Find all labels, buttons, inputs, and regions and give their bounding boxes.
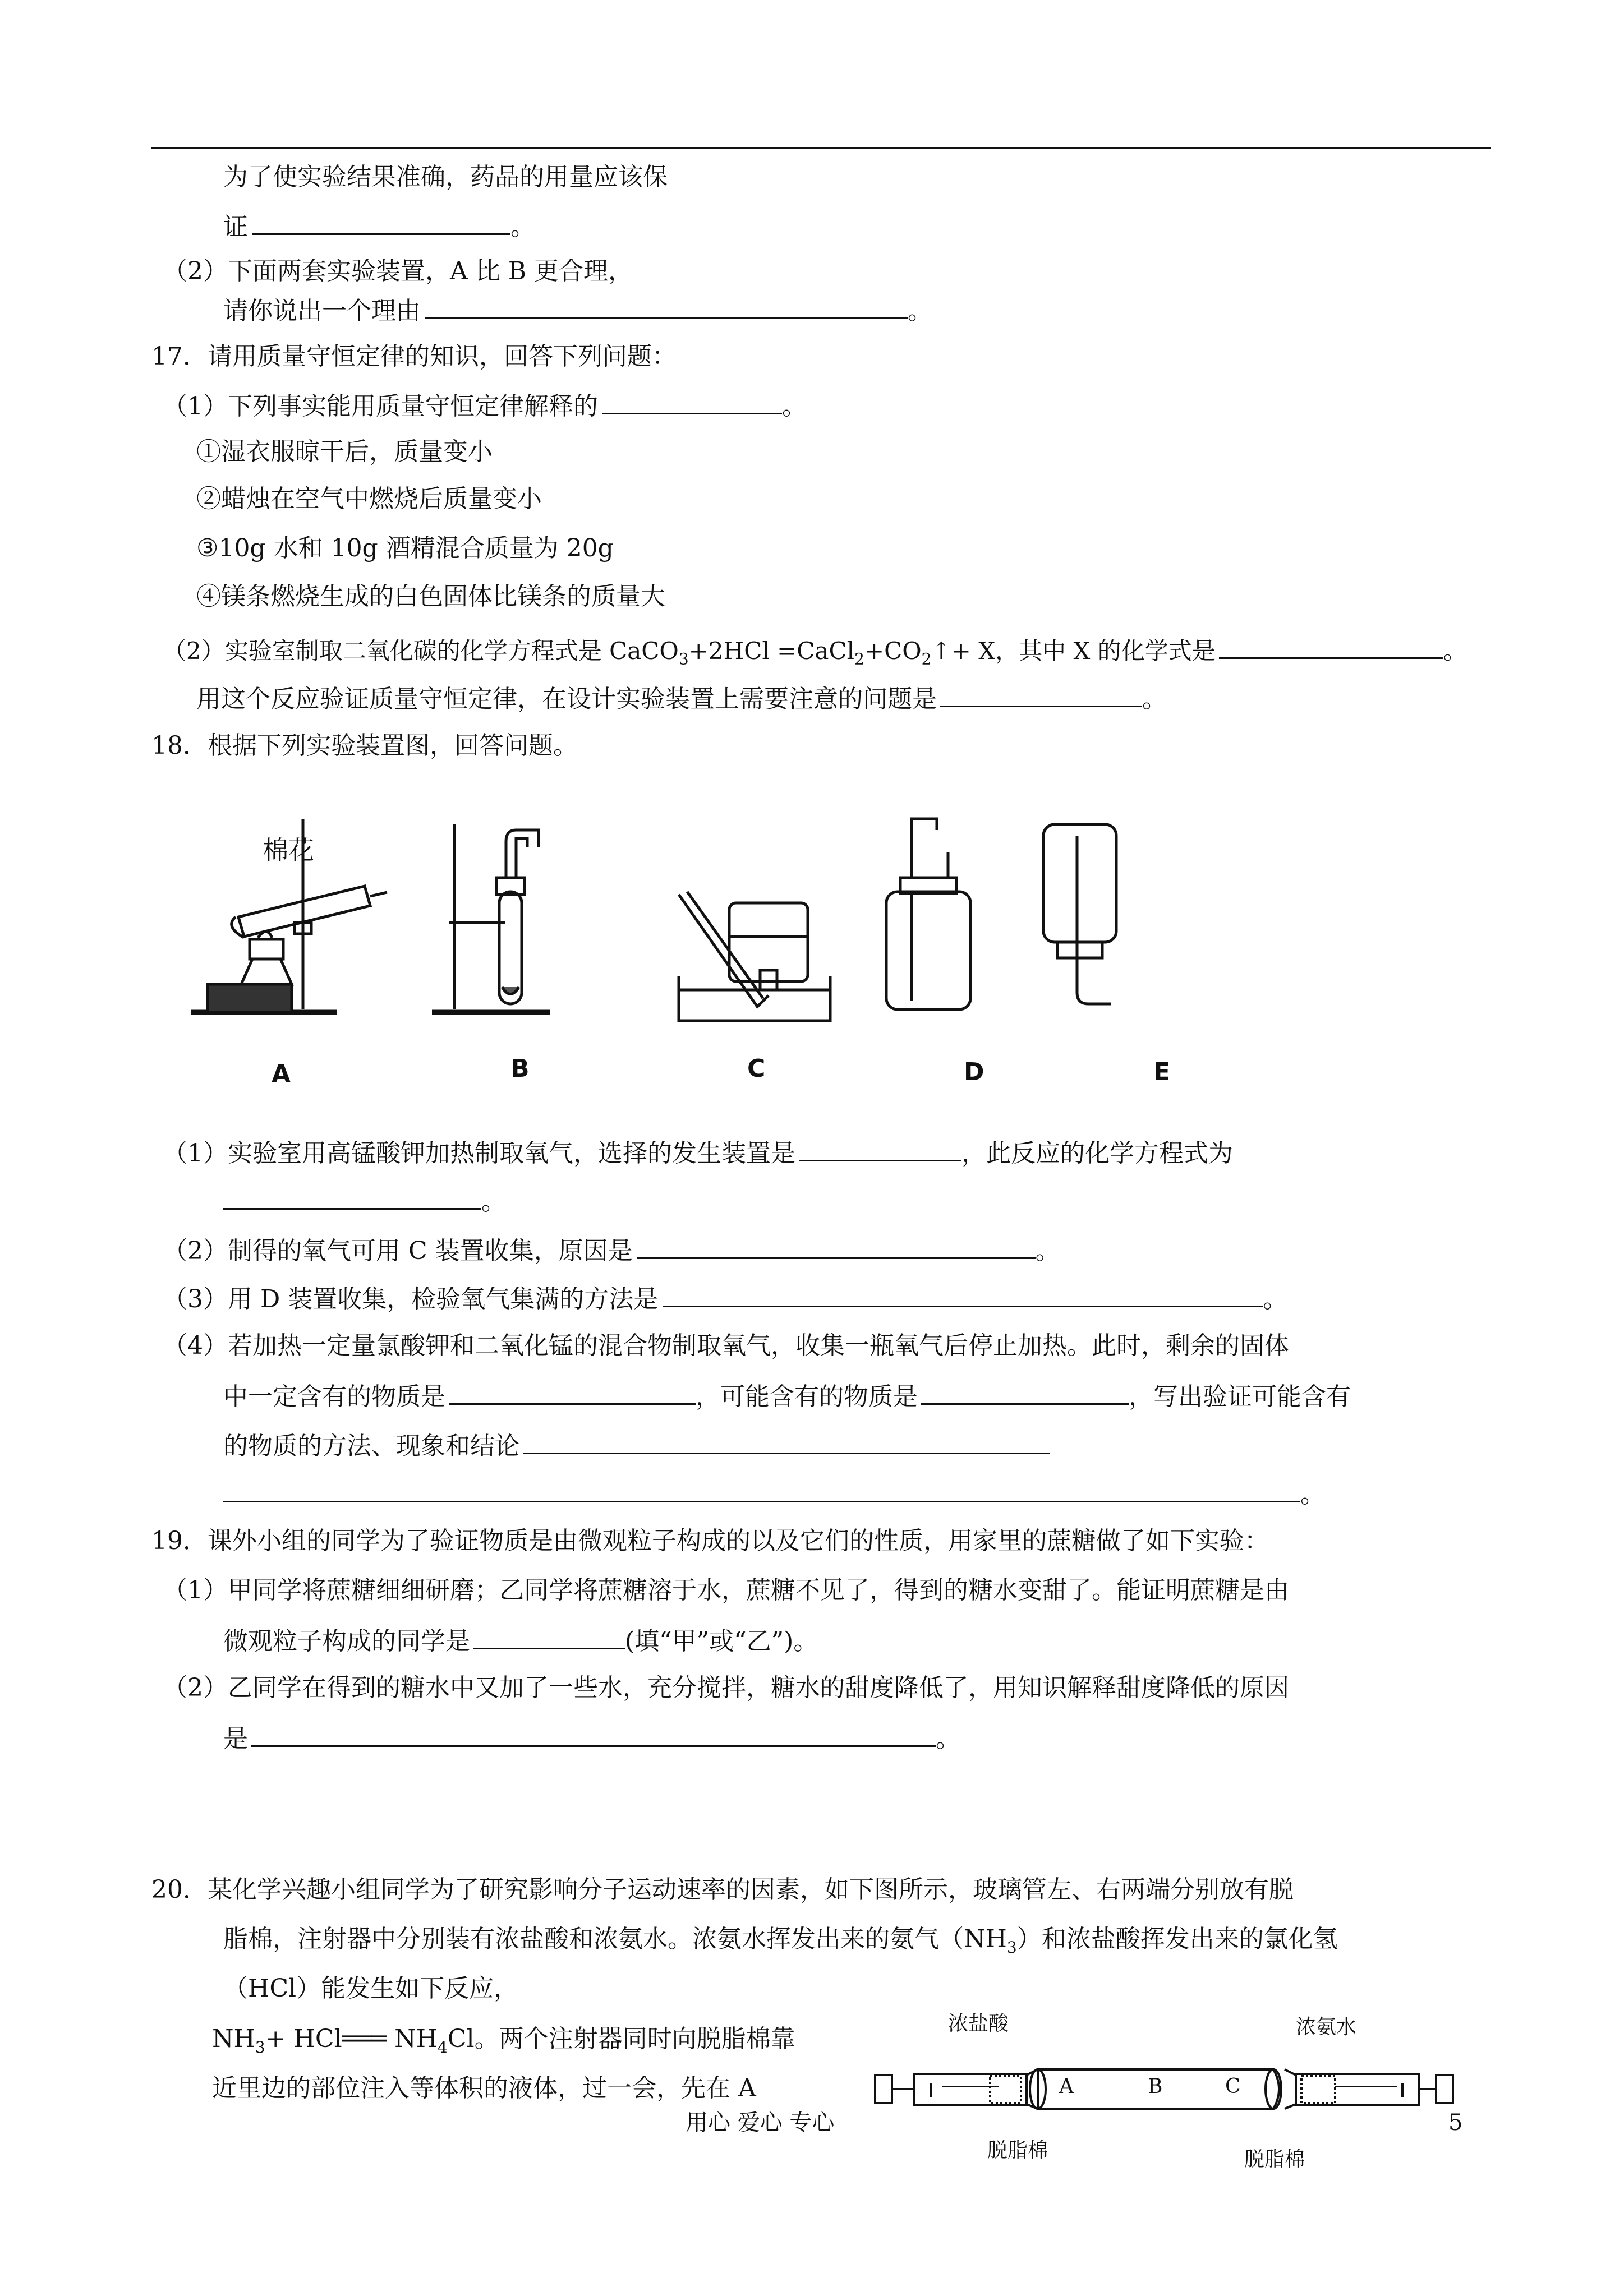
label-d: D bbox=[964, 1058, 984, 1086]
text-line: 为了使实验结果准确，药品的用量应该保 bbox=[223, 163, 668, 191]
option-4: ④镁条燃烧生成的白色固体比镁条的质量大 bbox=[196, 582, 665, 611]
text-line: （3）用 D 装置收集，检验氧气集满的方法是 。 bbox=[163, 1280, 1287, 1316]
ammonia-label: 浓氨水 bbox=[1296, 2016, 1357, 2039]
option-2: ②蜡烛在空气中燃烧后质量变小 bbox=[196, 485, 542, 513]
answer-blank[interactable] bbox=[251, 1719, 936, 1747]
question-19: 19．课外小组的同学为了验证物质是由微观粒子构成的以及它们的性质，用家里的蔗糖做了如下实验： bbox=[151, 1527, 1269, 1555]
answer-blank[interactable] bbox=[940, 680, 1142, 707]
answer-blank[interactable] bbox=[602, 387, 782, 414]
question-20: 20．某化学兴趣小组同学为了研究影响分子运动速率的因素，如下图所示，玻璃管左、右两端分别放有脱 bbox=[151, 1875, 1294, 1904]
text-line: 是 。 bbox=[223, 1719, 960, 1756]
answer-blank[interactable] bbox=[637, 1232, 1036, 1259]
answer-blank[interactable] bbox=[663, 1280, 1263, 1307]
text-line: 用这个反应验证质量守恒定律，在设计实验装置上需要注意的问题是 。 bbox=[196, 680, 1167, 716]
label-b: B bbox=[510, 1054, 530, 1083]
question-18: 18．根据下列实验装置图，回答问题。 bbox=[151, 731, 578, 760]
cotton-label: 棉花 bbox=[263, 835, 314, 865]
text-line: 请你说出一个理由 。 bbox=[223, 292, 932, 328]
text-line: 的物质的方法、现象和结论 bbox=[223, 1427, 1050, 1463]
tube-label-a: A bbox=[1059, 2075, 1074, 2098]
option-1: ①湿衣服晾干后，质量变小 bbox=[196, 437, 493, 466]
text-line: （2）乙同学在得到的糖水中又加了一些水，充分搅拌，糖水的甜度降低了，用知识解释甜度降低的原因 bbox=[163, 1673, 1289, 1702]
tube-figure bbox=[869, 2041, 1459, 2131]
label-c: C bbox=[747, 1054, 766, 1083]
footer-motto: 用心 爱心 专心 bbox=[686, 2110, 835, 2136]
answer-blank[interactable] bbox=[523, 1427, 1050, 1454]
reaction-equation: $NH_3+$ HCl═══ $NH_4Cl$。两个注射器同时向脱脂棉靠 bbox=[212, 2025, 795, 2057]
label-e: E bbox=[1153, 1058, 1171, 1086]
answer-blank[interactable] bbox=[252, 208, 510, 235]
answer-blank[interactable] bbox=[223, 1475, 1300, 1502]
text-line: （4）若加热一定量氯酸钾和二氧化锰的混合物制取氧气，收集一瓶氧气后停止加热。此时，剩余的固体 bbox=[163, 1331, 1289, 1360]
text-line: 近里边的部位注入等体积的液体，过一会，先在 A bbox=[212, 2074, 756, 2103]
option-3: ③10g 水和 10g 酒精混合质量为 20g bbox=[196, 534, 614, 563]
page-number: 5 bbox=[1448, 2110, 1463, 2136]
text-line: 证 。 bbox=[223, 208, 535, 244]
answer-blank[interactable] bbox=[223, 1182, 481, 1210]
tube-label-c: C bbox=[1225, 2075, 1241, 2098]
header-rule bbox=[151, 147, 1491, 149]
text-line: 。 bbox=[223, 1182, 506, 1219]
text-line: 微观粒子构成的同学是 (填“甲”或“乙”)。 bbox=[223, 1622, 818, 1658]
text-line: （2）实验室制取二氧化碳的化学方程式是 CaCO$_3$+2HCl $=CaCl_2+CO_2↑+ X$，其中 X 的化学式是 。 bbox=[163, 631, 1467, 676]
text-line: （HCl）能发生如下反应， bbox=[223, 1974, 519, 2003]
answer-blank[interactable] bbox=[1219, 631, 1443, 659]
answer-blank[interactable] bbox=[473, 1622, 625, 1649]
answer-blank[interactable] bbox=[425, 292, 908, 319]
label-a: A bbox=[272, 1060, 291, 1089]
text-line: （2）下面两套实验装置，A 比 B 更合理， bbox=[163, 257, 633, 285]
text-line: （1）甲同学将蔗糖细细研磨；乙同学将蔗糖溶于水，蔗糖不见了，得到的糖水变甜了。能证明蔗糖是由 bbox=[163, 1576, 1289, 1605]
text-line: （1）实验室用高锰酸钾加热制取氧气，选择的发生装置是 ，此反应的化学方程式为 bbox=[163, 1134, 1233, 1170]
hcl-label: 浓盐酸 bbox=[948, 2012, 1009, 2035]
text-line: （2）制得的氧气可用 C 装置收集，原因是 。 bbox=[163, 1232, 1060, 1268]
cotton-left-label: 脱脂棉 bbox=[987, 2139, 1048, 2162]
tube-label-b: B bbox=[1148, 2075, 1163, 2098]
text-line: 中一定含有的物质是 ，可能含有的物质是 ，写出验证可能含有 bbox=[223, 1377, 1351, 1414]
answer-blank[interactable] bbox=[449, 1377, 696, 1405]
apparatus-figure bbox=[185, 808, 1206, 1054]
answer-blank[interactable] bbox=[921, 1377, 1129, 1405]
text-line: 。 bbox=[223, 1475, 1325, 1511]
answer-blank[interactable] bbox=[799, 1134, 961, 1161]
text-line: 脂棉，注射器中分别装有浓盐酸和浓氨水。浓氨水挥发出来的氨气$(NH_3)$和浓盐酸挥发出来的氯化氢 bbox=[223, 1925, 1338, 1957]
question-17: 17．请用质量守恒定律的知识，回答下列问题： bbox=[151, 342, 677, 371]
text-line: （1）下列事实能用质量守恒定律解释的 。 bbox=[163, 387, 807, 423]
cotton-right-label: 脱脂棉 bbox=[1244, 2148, 1305, 2171]
